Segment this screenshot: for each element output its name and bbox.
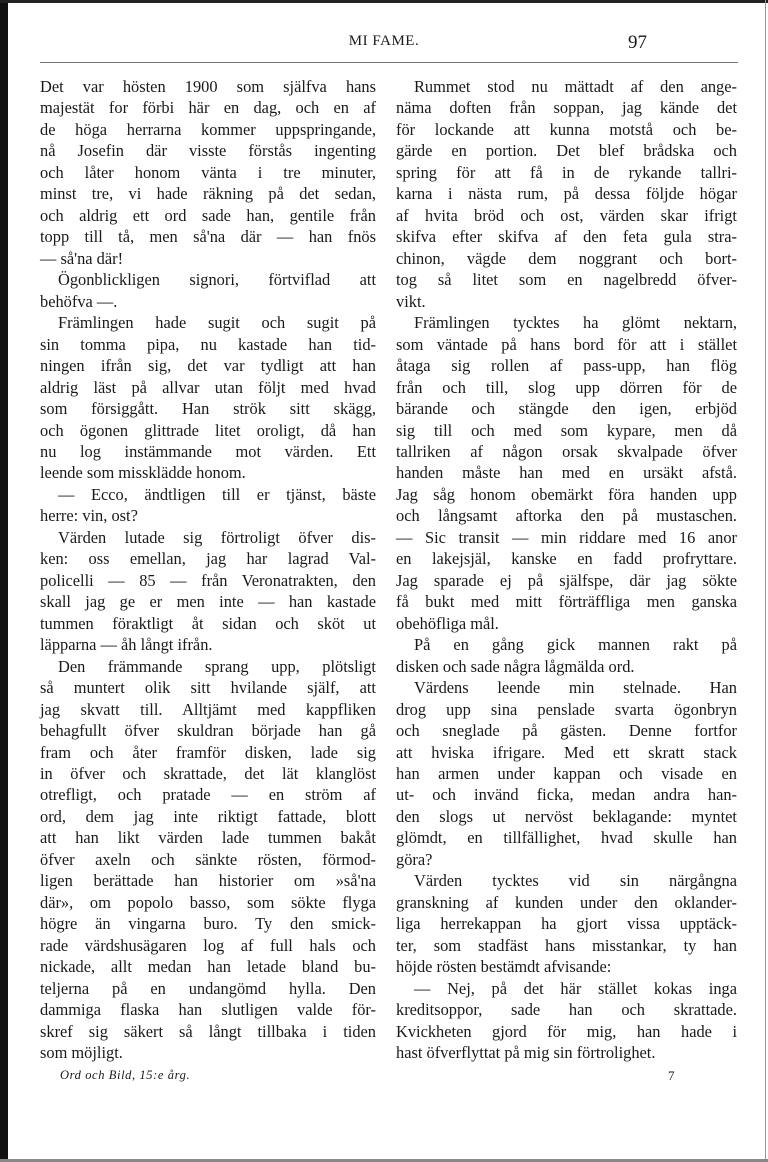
text-line: spring för att få in de rykande tallri- [396, 162, 737, 182]
text-line: — så'na där! [40, 248, 124, 268]
text-line: chinon, vägde dem noggrant och bort- [396, 248, 737, 268]
text-line: åtaga sig rollen af pass-upp, han flög [396, 356, 737, 376]
text-line: tallriken af någon orsak skvalpade öfver [396, 441, 737, 461]
text-line: höjde rösten bestämdt afvisande: [396, 957, 612, 977]
text-line: Rummet stod nu mättadt af den ange- [414, 77, 737, 96]
text-line: rade värdshusägaren log af full hals och [40, 935, 376, 955]
text-line: bärande och stängde den igen, erbjöd [396, 399, 737, 419]
text-line: nu log instämmande mot värden. Ett [40, 441, 376, 461]
text-line: Det var hösten 1900 som själfva hans [40, 77, 376, 96]
text-line: fram och åter framför disken, lade sig [40, 742, 376, 762]
text-line: minst tre, vi hade räkning på det sedan, [40, 184, 376, 204]
text-line: få bukt med mitt förträffliga men ganska [396, 592, 737, 612]
text-line: han armen under kappan och visade en [396, 764, 737, 783]
text-line: öfver axeln och sänkte rösten, förmod- [40, 849, 376, 869]
text-line: och ögonen glittrade litet oroligt, då han [40, 420, 376, 440]
text-line: kreditsoppor, sade han och skrattade. [396, 1000, 737, 1020]
text-line: tummen föraktligt åt sidan och sköt ut [40, 613, 376, 633]
text-line: obehöfliga mål. [396, 613, 499, 633]
text-line: Jag sparade ej på själfspe, där jag sökte [396, 570, 737, 590]
text-line: högre än vingarna buro. Ty den smick- [40, 914, 376, 934]
text-line: — Nej, på det här stället kokas inga [414, 978, 737, 998]
text-line: disken och sade några lågmälda ord. [396, 656, 635, 676]
text-line: gärde en portion. Det blef brådska och [396, 141, 737, 161]
paragraph [396, 76, 737, 312]
text-line: Främlingen hade sugit och sugit på [58, 313, 376, 333]
text-line: nickade, allt medan han letade bland bu- [40, 957, 376, 977]
text-line: dammiga flaska han slutligen valde för- [40, 1000, 376, 1020]
text-line: ut- och invänd ficka, medan andra han- [396, 785, 737, 805]
text-line: Främlingen tycktes ha glömt nektarn, [414, 313, 737, 333]
text-line: drog upp sina penslade svarta ögonbryn [396, 699, 737, 719]
left-column [40, 76, 376, 1064]
text-line: karna i nästa rum, på dessa följde högar [396, 184, 737, 204]
header-rule [40, 62, 738, 63]
paragraph [40, 656, 376, 1064]
text-line: göra? [396, 849, 433, 869]
text-line: topp till tå, men så'na där — han fnös [40, 227, 376, 247]
signature-mark: 7 [668, 1068, 675, 1083]
text-line: teljerna på en undangömd hylla. Den [40, 978, 376, 998]
text-line: där», om popolo basso, som sökte flyga [40, 892, 376, 912]
text-line: och låter honom vänta i tre minuter, [40, 162, 376, 182]
text-line: som möjligt. [40, 1043, 123, 1063]
text-line: Värden tycktes vid sin närgångna [414, 871, 737, 891]
text-line: granskning af kunden under den oklander- [396, 892, 737, 912]
text-line: — Ecco, ändtligen till er tjänst, bäste [58, 484, 376, 504]
text-line: Kvickheten gjord för mig, han hade i [396, 1021, 737, 1041]
text-line: behagfullt öfver skuldran började han gå [40, 721, 376, 741]
text-line: näma doften från soppan, jag kände det [396, 98, 737, 118]
text-line: policelli — 85 — från Veronatrakten, den [40, 570, 376, 590]
text-line: tog så litet som en nagelbredd öfver- [396, 270, 737, 290]
text-line: handen måste han med en ursäkt afstå. [396, 463, 737, 483]
text-line: läpparna — åh långt ifrån. [40, 635, 213, 655]
paragraph [396, 634, 737, 677]
text-line: den slogs ut nervöst beklagande: myntet [396, 806, 737, 826]
paragraph [40, 484, 376, 527]
text-line: aldrig läst på allvar utan följt med hvad [40, 377, 376, 397]
text-line: hast öfverflyttat på mig sin förtrolighet. [396, 1043, 656, 1063]
text-line: från och till, slog upp dörren för de [396, 377, 737, 397]
paragraph [396, 870, 737, 977]
paragraph [40, 269, 376, 312]
text-line: jag skvatt till. Alltjämt med kappfliken [40, 699, 376, 719]
text-line: skifva efter skifva af den feta gula stra- [396, 227, 737, 247]
right-column [396, 76, 737, 1064]
text-line: in öfver och skrattade, det lät klanglöst [40, 764, 376, 783]
paragraph [396, 677, 737, 870]
text-line: vikt. [396, 291, 426, 311]
paragraph [396, 312, 737, 634]
text-line: Ögonblickligen signori, förtviflad att [58, 270, 376, 290]
text-line: och långsamt aftorka den på mustaschen. [396, 506, 737, 526]
text-line: och aldrig ett ord sade han, gentile från [40, 205, 376, 225]
paragraph [40, 527, 376, 656]
footer-source: Ord och Bild, 15:e årg. [60, 1068, 191, 1082]
text-line: Värdens leende min stelnade. Han [414, 678, 737, 698]
text-line: skref sig säkert så långt tillbaka i tiden [40, 1021, 376, 1041]
text-line: ningen ifrån sig, det var tydligt att han [40, 356, 376, 376]
text-line: glömdt, en tillfällighet, hvad skulle han [396, 828, 737, 848]
text-line: sig till och med som kypare, men då [396, 420, 737, 440]
text-line: ligen berättade han historier om »så'na [40, 871, 376, 891]
scan-edge-right [765, 0, 766, 1162]
text-line: otrefligt, och pratade — en ström af [40, 785, 376, 805]
scan-edge-top [0, 0, 768, 3]
text-line: herre: vin, ost? [40, 506, 138, 526]
text-line: leende som missklädde honom. [40, 463, 246, 483]
text-line: majestät for förbi här en dag, och en af [40, 98, 376, 118]
text-line: liga herrekappan ha gjort vissa upptäck- [396, 914, 737, 934]
paragraph [40, 76, 376, 269]
text-line: behöfva —. [40, 291, 118, 311]
text-line: ord, dem jag inte riktigt fattade, blott [40, 806, 376, 826]
text-line: ken: oss emellan, jag har lagrad Val- [40, 549, 376, 569]
text-line: Värden lutade sig förtroligt öfver dis- [58, 527, 376, 547]
text-line: Jag såg honom obemärkt föra handen upp [396, 484, 737, 504]
text-line: som försiggått. Han strök sitt skägg, [40, 399, 376, 419]
text-line: som väntade på hans bord för att i stället [396, 334, 737, 354]
page-number: 97 [628, 32, 647, 53]
text-line: På en gång gick mannen rakt på [414, 635, 737, 655]
text-line: att hviska ifrigare. Med ett skratt stack [396, 742, 737, 762]
text-line: Den främmande sprang upp, plötsligt [58, 656, 376, 676]
text-line: så muntert olik sitt hvilande själf, att [40, 678, 376, 698]
text-line: skall jag ge er men inte — han kastade [40, 592, 376, 612]
text-line: nå Josefin där visste förstås ingenting [40, 141, 376, 161]
running-title: MI FAME. [348, 33, 420, 49]
text-line: ter, som stadfäst hans misstankar, ty han [396, 935, 737, 955]
text-line: en lakejsjäl, kanske en fadd profryttare. [396, 549, 737, 569]
text-line: — Sic transit — min riddare med 16 anor [396, 527, 737, 547]
text-line: att han likt värden lade tummen bakåt [40, 828, 376, 848]
text-line: och sneglade på gästen. Denne fortfor [396, 721, 737, 741]
text-line: de höga herrarna kommer uppspringande, [40, 119, 376, 139]
text-line: sin tomma pipa, nu kastade han tid- [40, 334, 376, 354]
paragraph [40, 312, 376, 484]
paragraph [396, 978, 737, 1064]
text-line: af hvita bröd och ost, värden skar ifrigt [396, 205, 737, 225]
text-line: för lockande att kunna motstå och be- [396, 119, 737, 139]
scan-edge-left [0, 0, 8, 1162]
